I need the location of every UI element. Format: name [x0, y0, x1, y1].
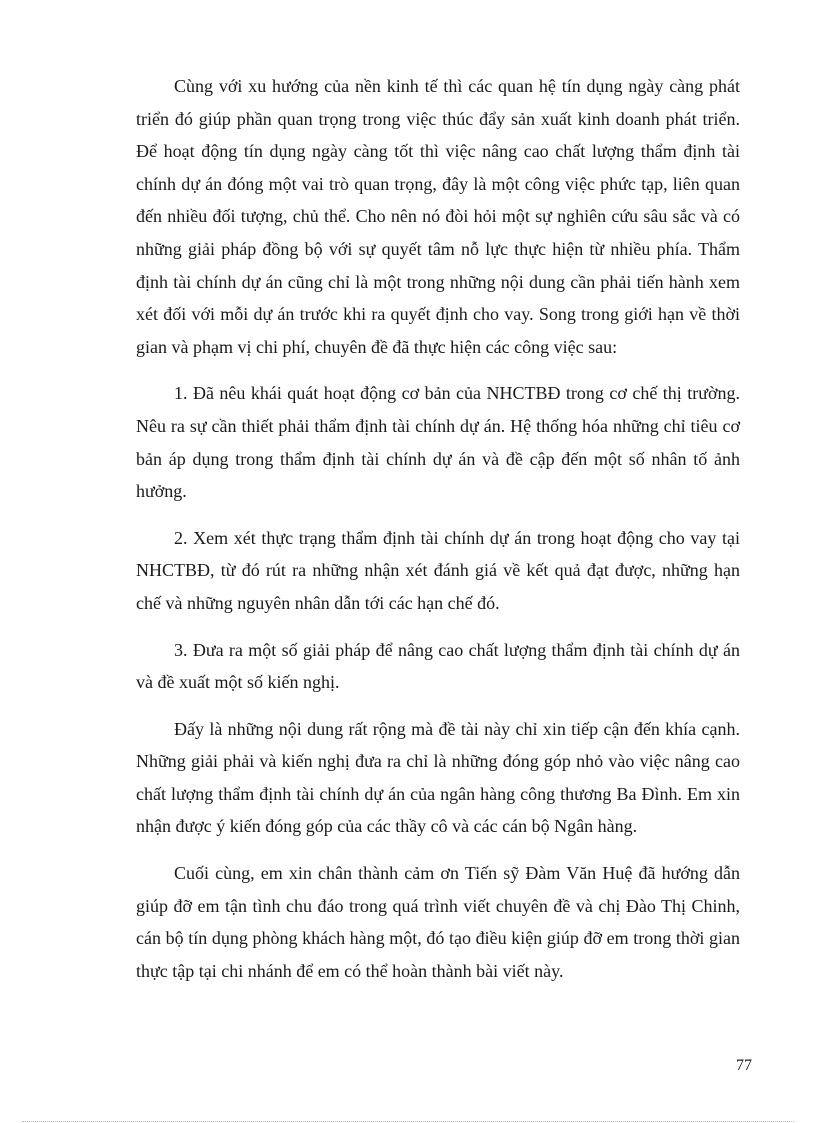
footer-divider [22, 1121, 794, 1122]
paragraph-item-1: 1. Đã nêu khái quát hoạt động cơ bản của NHCTBĐ trong cơ chế thị trường. Nêu ra sự cần thiết phải thẩm định tài chính dự án. Hệ thống hóa những chỉ tiêu cơ bản áp dụng trong thẩm định tài chính dự án và đề cập đến một số nhân tố ảnh hưởng. [136, 383, 740, 502]
paragraph-item-3: 3. Đưa ra một số giải pháp để nâng cao chất lượng thẩm định tài chính dự án và đề xuất một số kiến nghị. [136, 639, 740, 693]
paragraph-item-2: 2. Xem xét thực trạng thẩm định tài chính dự án trong hoạt động cho vay tại NHCTBĐ, từ đó rút ra những nhận xét đánh giá về kết quả đạt được, những hạn chế và những nguyên nhân dẫn tới các hạn chế đó. [136, 527, 740, 613]
body-text [136, 70, 740, 1001]
paragraph-acknowledgement: Cuối cùng, em xin chân thành cảm ơn Tiến sỹ Đàm Văn Huệ đã hướng dẫn giúp đỡ em tận tình chu đáo trong quá trình viết chuyên đề và chị Đào Thị Chinh, cán bộ tín dụng phòng khách hàng một, đó tạo điều kiện giúp đỡ em trong thời gian thực tập tại chi nhánh để em có thể hoàn thành bài viết này. [136, 863, 740, 981]
page-number: 77 [736, 1057, 752, 1074]
paragraph-scope: Đấy là những nội dung rất rộng mà đề tài này chỉ xin tiếp cận đến khía cạnh. Những giải phải và kiến nghị đưa ra chỉ là những đóng góp nhỏ vào việc nâng cao chất lượng thẩm định tài chính dự án của ngân hàng công thương Ba Đình. Em xin nhận được ý kiến đóng góp của các thầy cô và các cán bộ Ngân hàng. [136, 718, 740, 837]
paragraph-intro: Cùng với xu hướng của nền kinh tế thì các quan hệ tín dụng ngày càng phát triển đó giúp phần quan trọng trong việc thúc đẩy sản xuất kinh doanh phát triển. Để hoạt động tín dụng ngày càng tốt thì việc nâng cao chất lượng thẩm định tài chính dự án đóng một vai trò quan trọng, đây là một công việc phức tạp, liên quan đến nhiều đối tượng, chủ thể. Cho nên nó đòi hỏi một sự nghiên cứu sâu sắc và có những giải pháp đồng bộ với sự quyết tâm nỗ lực thực hiện từ nhiều phía. Thẩm định tài chính dự án cũng chỉ là một trong những nội dung cần phải tiến hành xem xét đối với mỗi dự án trước khi ra quyết định cho vay. Song trong giới hạn về thời gian và phạm vị chi phí, chuyên đề đã thực hiện các công việc sau: [136, 76, 740, 357]
